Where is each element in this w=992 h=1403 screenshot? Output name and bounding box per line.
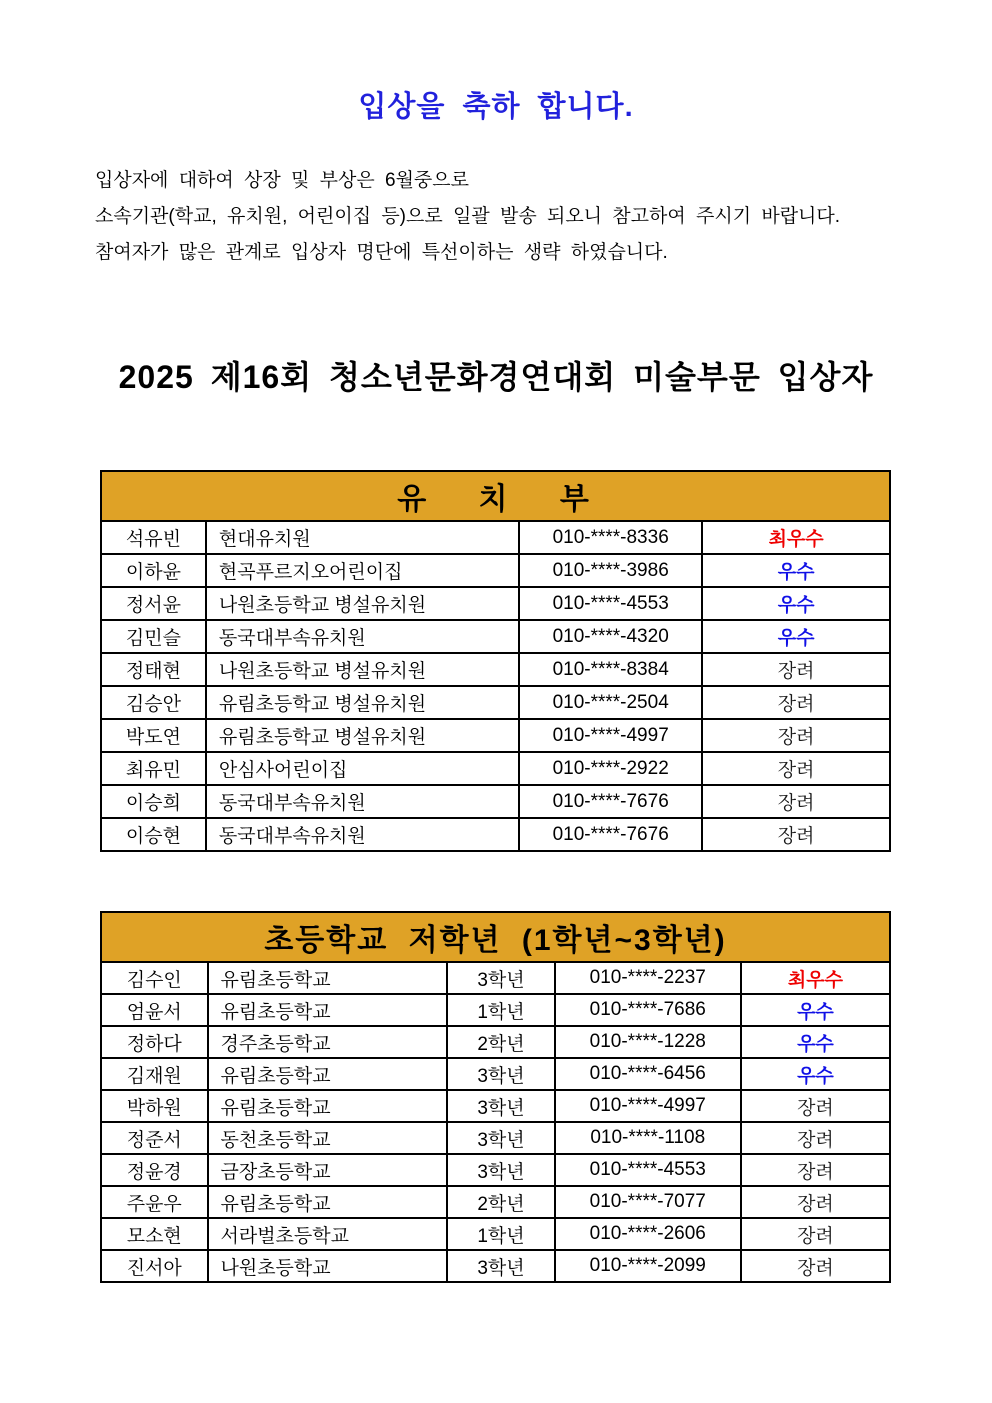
winner-name: 이승희 [101, 785, 206, 818]
table-row [101, 785, 890, 818]
winner-phone: 010-****-8384 [519, 653, 702, 686]
winner-award: 우수 [702, 620, 890, 653]
list-title: 2025 제16회 청소년문화경연대회 미술부문 입상자 [118, 359, 874, 395]
winner-award: 우수 [741, 1026, 890, 1058]
winner-phone: 010-****-1228 [555, 1026, 741, 1058]
table-row [101, 587, 890, 620]
winner-institution: 동국대부속유치원 [206, 620, 519, 653]
winner-institution: 안심사어린이집 [206, 752, 519, 785]
elementary-lower-section-header: 초등학교 저학년 (1학년~3학년) [101, 912, 890, 962]
winner-phone: 010-****-7077 [555, 1186, 741, 1218]
winner-award: 장려 [702, 719, 890, 752]
table-row [101, 521, 890, 554]
winner-award: 최우수 [741, 962, 890, 994]
winner-award: 장려 [741, 1250, 890, 1282]
winner-name: 정윤경 [101, 1154, 208, 1186]
notice-line-1: 입상자에 대하여 상장 및 부상은 6월중으로 [95, 170, 469, 191]
winner-phone: 010-****-2237 [555, 962, 741, 994]
winner-phone: 010-****-7686 [555, 994, 741, 1026]
winner-grade: 3학년 [447, 1090, 554, 1122]
winner-award: 장려 [741, 1186, 890, 1218]
winner-phone: 010-****-7676 [519, 818, 702, 851]
table-row [101, 620, 890, 653]
winner-award: 최우수 [702, 521, 890, 554]
table-header-row [101, 912, 890, 962]
winner-phone: 010-****-4320 [519, 620, 702, 653]
winner-award: 장려 [702, 686, 890, 719]
winner-phone: 010-****-3986 [519, 554, 702, 587]
winner-name: 박하원 [101, 1090, 208, 1122]
table-row [101, 1250, 890, 1282]
winner-school: 경주초등학교 [208, 1026, 448, 1058]
table-row [101, 818, 890, 851]
winner-award: 우수 [702, 554, 890, 587]
winner-name: 김민슬 [101, 620, 206, 653]
winner-grade: 3학년 [447, 1058, 554, 1090]
table-row [101, 962, 890, 994]
winner-school: 유림초등학교 [208, 994, 448, 1026]
winner-phone: 010-****-2099 [555, 1250, 741, 1282]
winner-grade: 3학년 [447, 1154, 554, 1186]
winner-school: 동천초등학교 [208, 1122, 448, 1154]
winner-phone: 010-****-7676 [519, 785, 702, 818]
table-row [101, 719, 890, 752]
winner-school: 유림초등학교 [208, 962, 448, 994]
winner-grade: 2학년 [447, 1186, 554, 1218]
winner-school: 유림초등학교 [208, 1186, 448, 1218]
table-row [101, 1090, 890, 1122]
winner-name: 모소현 [101, 1218, 208, 1250]
winner-award: 장려 [702, 818, 890, 851]
table-row [101, 1122, 890, 1154]
table-row [101, 994, 890, 1026]
winner-grade: 3학년 [447, 1122, 554, 1154]
winner-school: 유림초등학교 [208, 1058, 448, 1090]
winner-phone: 010-****-1108 [555, 1122, 741, 1154]
winner-award: 장려 [702, 752, 890, 785]
winner-award: 장려 [741, 1122, 890, 1154]
table-row [101, 653, 890, 686]
notice-line-2: 소속기관(학교, 유치원, 어린이집 등)으로 일괄 발송 되오니 참고하여 주시기 바랍니다. [95, 206, 841, 227]
winner-grade: 3학년 [447, 1250, 554, 1282]
winner-name: 이하윤 [101, 554, 206, 587]
table-row [101, 1218, 890, 1250]
winner-phone: 010-****-2922 [519, 752, 702, 785]
table-row [101, 686, 890, 719]
notice-paragraph [95, 163, 942, 271]
winner-name: 김수인 [101, 962, 208, 994]
winner-phone: 010-****-2504 [519, 686, 702, 719]
winner-name: 최유민 [101, 752, 206, 785]
winner-school: 금장초등학교 [208, 1154, 448, 1186]
winner-institution: 유림초등학교 병설유치원 [206, 686, 519, 719]
winner-name: 진서아 [101, 1250, 208, 1282]
winner-institution: 동국대부속유치원 [206, 785, 519, 818]
table-row [101, 554, 890, 587]
winner-institution: 현대유치원 [206, 521, 519, 554]
winner-school: 유림초등학교 [208, 1090, 448, 1122]
winner-phone: 010-****-8336 [519, 521, 702, 554]
winner-institution: 현곡푸르지오어린이집 [206, 554, 519, 587]
winner-award: 장려 [741, 1154, 890, 1186]
table-row [101, 752, 890, 785]
winner-phone: 010-****-4997 [555, 1090, 741, 1122]
winner-name: 이승현 [101, 818, 206, 851]
winner-grade: 1학년 [447, 1218, 554, 1250]
table-row [101, 1186, 890, 1218]
kindergarten-table [100, 470, 891, 852]
winner-school: 나원초등학교 [208, 1250, 448, 1282]
elementary-lower-table [100, 911, 891, 1283]
winner-school: 서라벌초등학교 [208, 1218, 448, 1250]
winner-award: 우수 [702, 587, 890, 620]
winner-name: 주윤우 [101, 1186, 208, 1218]
winner-phone: 010-****-4553 [555, 1154, 741, 1186]
winner-award: 우수 [741, 1058, 890, 1090]
winner-institution: 유림초등학교 병설유치원 [206, 719, 519, 752]
table-row [101, 1026, 890, 1058]
winner-name: 김재원 [101, 1058, 208, 1090]
notice-line-3: 참여자가 많은 관계로 입상자 명단에 특선이하는 생략 하였습니다. [95, 242, 668, 263]
winner-phone: 010-****-6456 [555, 1058, 741, 1090]
winner-phone: 010-****-2606 [555, 1218, 741, 1250]
winner-institution: 나원초등학교 병설유치원 [206, 653, 519, 686]
winner-grade: 2학년 [447, 1026, 554, 1058]
winner-name: 정서윤 [101, 587, 206, 620]
winner-grade: 3학년 [447, 962, 554, 994]
winner-name: 석유빈 [101, 521, 206, 554]
winner-institution: 동국대부속유치원 [206, 818, 519, 851]
winner-name: 엄윤서 [101, 994, 208, 1026]
winner-name: 박도연 [101, 719, 206, 752]
winner-institution: 나원초등학교 병설유치원 [206, 587, 519, 620]
winner-award: 장려 [741, 1218, 890, 1250]
winner-phone: 010-****-4997 [519, 719, 702, 752]
kindergarten-section-header: 유 치 부 [101, 471, 890, 521]
winner-award: 장려 [702, 785, 890, 818]
congrats-title: 입상을 축하 합니다. [358, 91, 634, 123]
table-header-row [101, 471, 890, 521]
winner-award: 장려 [702, 653, 890, 686]
winner-name: 정하다 [101, 1026, 208, 1058]
winner-award: 우수 [741, 994, 890, 1026]
winner-grade: 1학년 [447, 994, 554, 1026]
winner-phone: 010-****-4553 [519, 587, 702, 620]
table-row [101, 1058, 890, 1090]
winner-award: 장려 [741, 1090, 890, 1122]
table-row [101, 1154, 890, 1186]
winner-name: 정태현 [101, 653, 206, 686]
winner-name: 김승안 [101, 686, 206, 719]
winner-name: 정준서 [101, 1122, 208, 1154]
